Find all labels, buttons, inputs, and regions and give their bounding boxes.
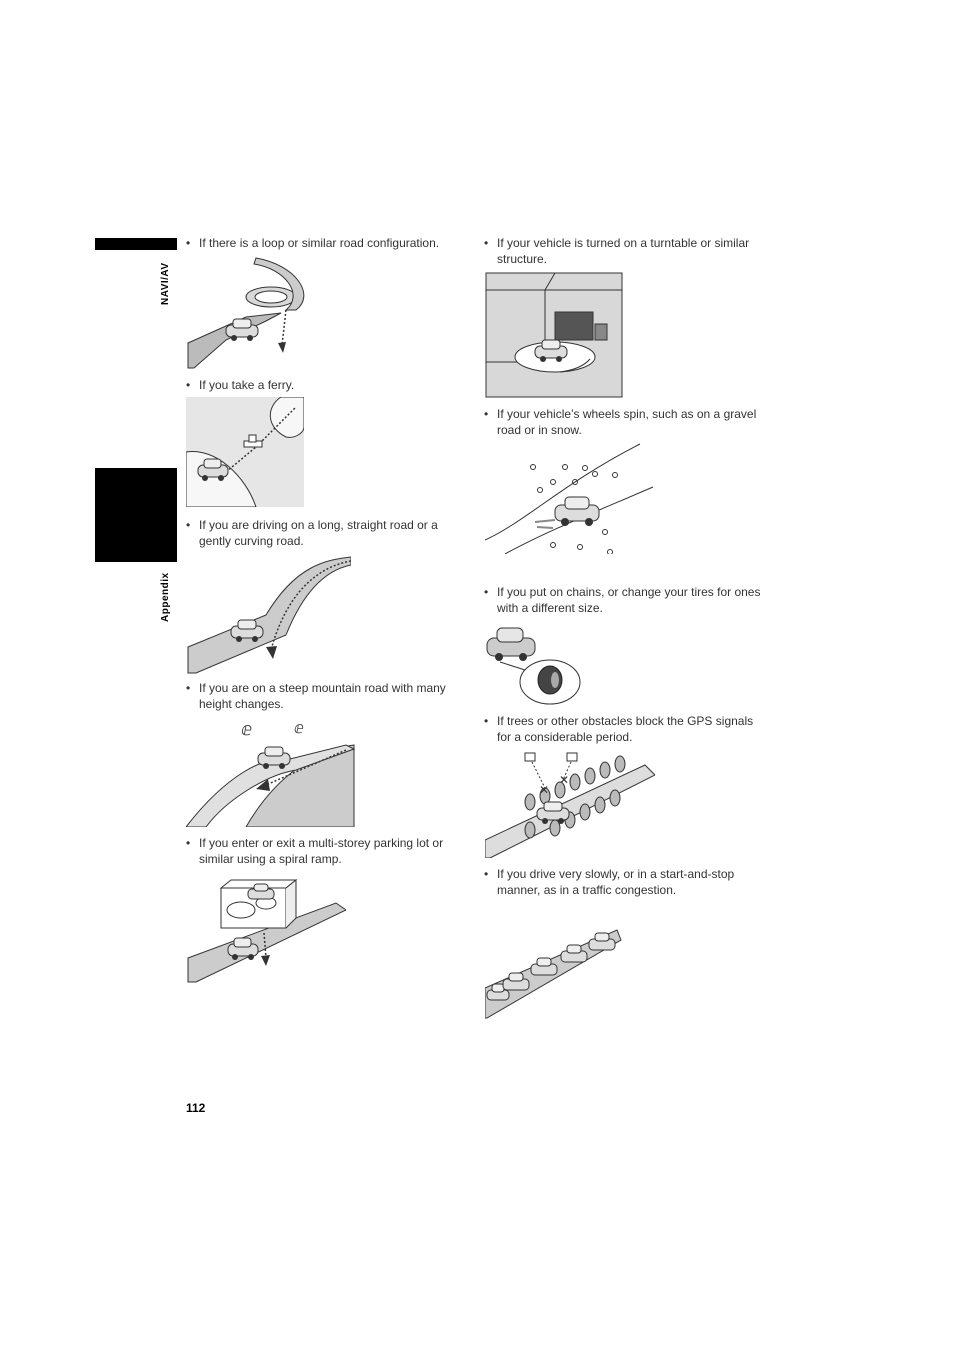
list-item	[186, 235, 466, 251]
item-text: If you are driving on a long, straight road or a gently curving road.	[199, 518, 438, 548]
item-text: If your vehicle’s wheels spin, such as on a gravel road or in snow.	[497, 407, 757, 437]
bullet: •	[186, 378, 191, 392]
ferry-illustration	[186, 397, 304, 507]
item-text: If you are on a steep mountain road with many height changes.	[199, 681, 446, 711]
section-tab-marker	[95, 238, 177, 250]
list-item	[484, 866, 769, 898]
parking-ramp-illustration	[186, 878, 346, 984]
page-number: 112	[186, 1101, 206, 1115]
tire-chain-illustration	[485, 622, 585, 706]
loop-road-illustration	[186, 255, 316, 370]
list-item	[484, 406, 769, 438]
item-text: If you drive very slowly, or in a start-and-stop manner, as in a traffic congestion.	[497, 867, 735, 897]
item-text: If you put on chains, or change your tires for ones with a different size.	[497, 585, 761, 615]
wheel-spin-illustration	[485, 442, 655, 554]
bullet: •	[484, 407, 489, 421]
list-item	[186, 517, 461, 549]
list-item	[186, 835, 466, 867]
bullet: •	[484, 585, 489, 599]
appendix-tab-marker	[95, 468, 177, 562]
bullet: •	[186, 236, 191, 250]
list-item	[484, 584, 769, 616]
curving-road-illustration	[186, 555, 351, 675]
list-item	[484, 235, 769, 267]
svg-text:✕: ✕	[559, 773, 570, 787]
bullet: •	[484, 867, 489, 881]
bullet: •	[186, 518, 191, 532]
item-text: If there is a loop or similar road configuration.	[199, 236, 440, 250]
turntable-illustration	[485, 272, 623, 398]
svg-text:ⅇ: ⅇ	[241, 719, 253, 740]
bullet: •	[186, 836, 191, 850]
section-label-navi: NAVI/AV	[160, 262, 171, 305]
gps-blocked-illustration	[485, 750, 655, 858]
mountain-road-illustration	[186, 715, 356, 827]
item-text: If trees or other obstacles block the GPS signals for a considerable period.	[497, 714, 754, 744]
bullet: •	[186, 681, 191, 695]
section-label-appendix: Appendix	[160, 572, 171, 622]
traffic-jam-illustration	[485, 928, 623, 1020]
item-text: If you take a ferry.	[199, 378, 295, 392]
bullet: •	[484, 236, 489, 250]
list-item	[186, 680, 466, 712]
svg-text:✕: ✕	[539, 783, 550, 797]
svg-text:ⅇ: ⅇ	[294, 718, 304, 737]
list-item	[186, 377, 466, 393]
list-item	[484, 713, 769, 745]
item-text: If your vehicle is turned on a turntable or similar structure.	[497, 236, 750, 266]
item-text: If you enter or exit a multi-storey parking lot or similar using a spiral ramp.	[199, 836, 444, 866]
bullet: •	[484, 714, 489, 728]
